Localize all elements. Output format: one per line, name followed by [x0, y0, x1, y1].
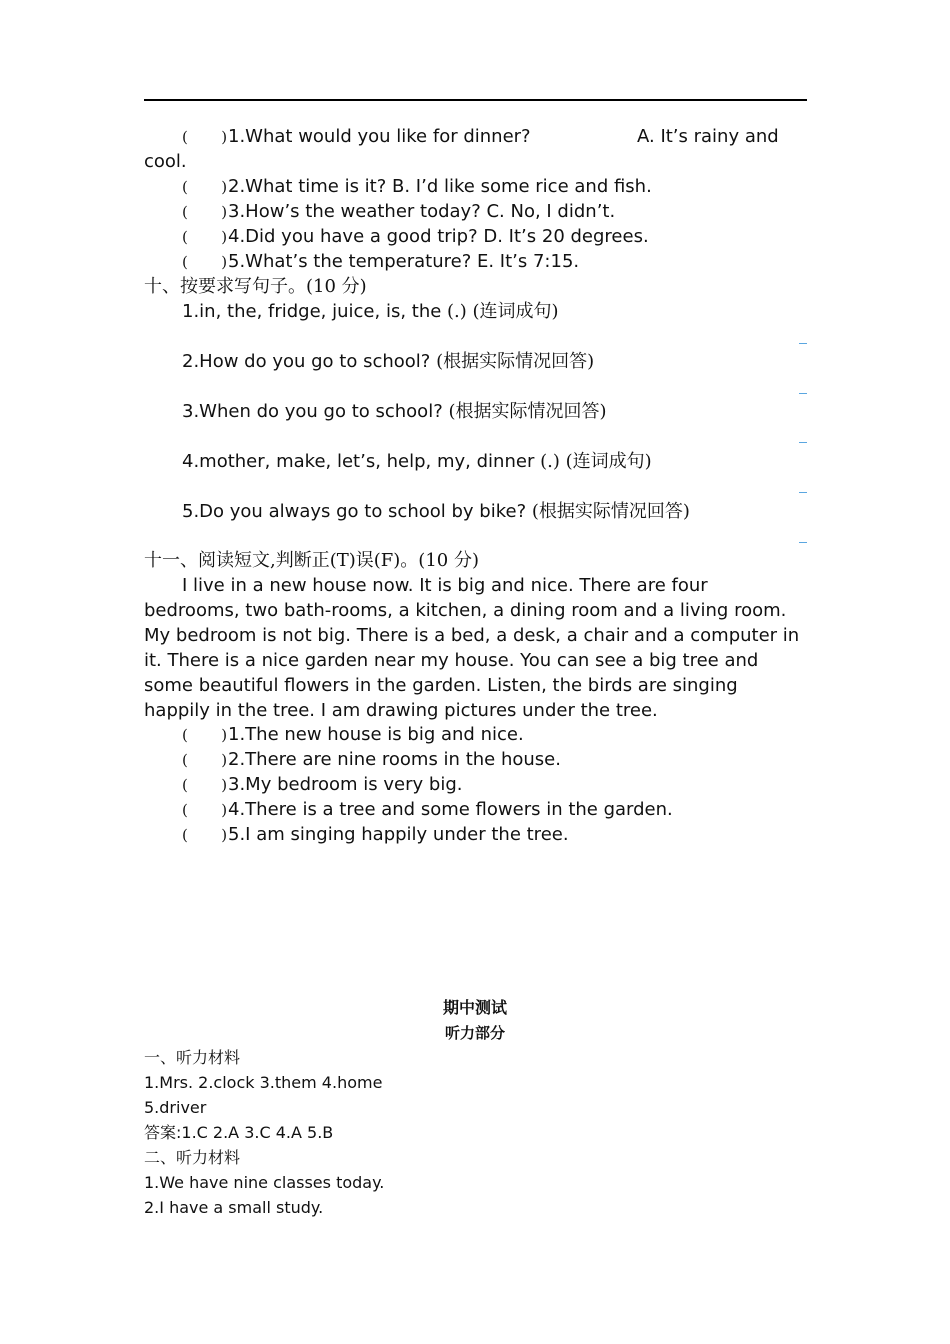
- tf-item-4: ( )4.There is a tree and some flowers in the garden.: [182, 799, 673, 820]
- part-1-heading: 一、听力材料: [144, 1048, 241, 1067]
- matching-item-1: ( )1.What would you like for dinner? A. It’s rainy and: [182, 126, 779, 147]
- matching-option-a: A. It’s rainy and: [637, 126, 779, 147]
- section-10-heading: 十、按要求写句子。(10 分): [144, 276, 367, 297]
- tf-item-5: ( )5.I am singing happily under the tree.: [182, 824, 569, 845]
- part-1-words: 1.Mrs. 2.clock 3.them 4.home: [144, 1073, 383, 1092]
- part-1-words-cont: 5.driver: [144, 1098, 207, 1117]
- answer-blank-1[interactable]: [799, 343, 807, 344]
- section-10-question-4: 4.mother, make, let’s, help, my, dinner (.) (连词成句): [182, 451, 652, 472]
- reading-passage: I live in a new house now. It is big and nice. There are four bedrooms, two bath-rooms, a kitchen, a dining room and a living room. My bedroom is not big. There is a bed, a desk, a chair and a computer in it. There is a nice garden near my house. You can see a big tree and some beautiful flowers in the garden. Listen, the birds are singing happily in the tree. I am drawing pictures under the tree.: [144, 575, 800, 721]
- matching-item-5: ( )5.What’s the temperature? E. It’s 7:15.: [182, 251, 580, 272]
- section-10-question-1: 1.in, the, fridge, juice, is, the (.) (连词成句): [182, 301, 559, 322]
- part-2-heading: 二、听力材料: [144, 1148, 241, 1167]
- matching-item-2: ( )2.What time is it? B. I’d like some rice and fish.: [182, 176, 652, 197]
- top-rule: [144, 99, 807, 101]
- section-10-question-5: 5.Do you always go to school by bike? (根据实际情况回答): [182, 501, 690, 522]
- tf-item-2: ( )2.There are nine rooms in the house.: [182, 749, 561, 770]
- tf-item-3: ( )3.My bedroom is very big.: [182, 774, 463, 795]
- matching-item-3: ( )3.How’s the weather today? C. No, I didn’t.: [182, 201, 616, 222]
- answer-blank-3[interactable]: [799, 442, 807, 443]
- matching-item-4: ( )4.Did you have a good trip? D. It’s 20 degrees.: [182, 226, 649, 247]
- part-1-answer-key: 答案:1.C 2.A 3.C 4.A 5.B: [144, 1123, 334, 1142]
- answers-title: 期中测试: [442, 998, 507, 1017]
- section-11-heading: 十一、阅读短文,判断正(T)误(F)。(10 分): [144, 550, 479, 571]
- answer-blank-2[interactable]: [799, 393, 807, 394]
- answer-blank-4[interactable]: [799, 492, 807, 493]
- matching-item-1-continued: cool.: [144, 151, 187, 172]
- part-2-line-1: 1.We have nine classes today.: [144, 1173, 385, 1192]
- tf-item-1: ( )1.The new house is big and nice.: [182, 724, 524, 745]
- answers-subtitle: 听力部分: [444, 1024, 505, 1042]
- section-10-question-2: 2.How do you go to school? (根据实际情况回答): [182, 351, 595, 372]
- section-10-question-3: 3.When do you go to school? (根据实际情况回答): [182, 401, 607, 422]
- answer-blank-5[interactable]: [799, 542, 807, 543]
- part-2-line-2: 2.I have a small study.: [144, 1198, 324, 1217]
